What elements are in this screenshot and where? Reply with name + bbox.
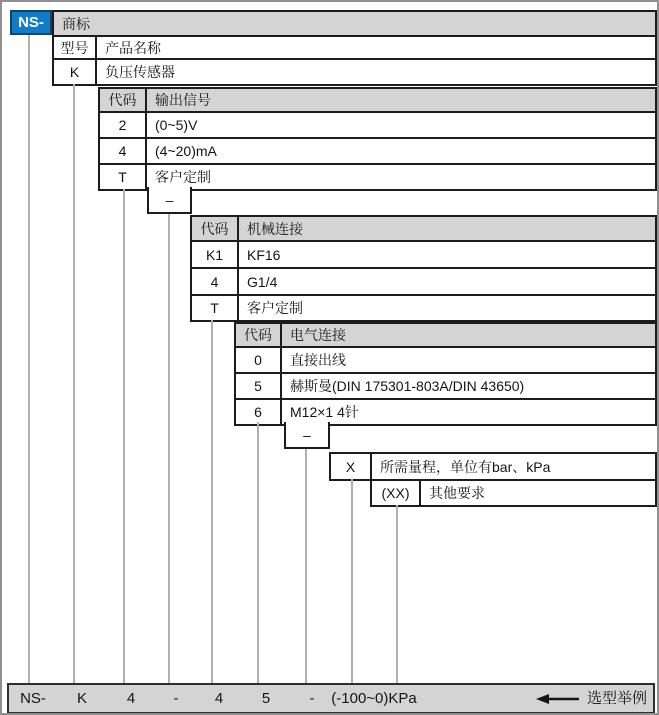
example-item: -: [309, 690, 315, 707]
mechanical-connection-table: [190, 215, 657, 322]
example-item: -: [173, 690, 179, 707]
table-title-cell: 机械连接: [238, 216, 656, 241]
code-header-cell: 代码: [191, 216, 238, 241]
code-cell: 2: [99, 112, 146, 138]
desc-cell: G1/4: [238, 268, 656, 295]
connector-line: [28, 35, 30, 683]
table-row: [330, 453, 656, 480]
connector-line: [211, 320, 213, 683]
code-cell: K1: [191, 241, 238, 268]
code-cell: 4: [191, 268, 238, 295]
dash-separator-cell: –: [147, 187, 192, 214]
desc-cell: 产品名称: [96, 36, 656, 59]
trademark-table: [52, 10, 657, 86]
connector-line: [305, 449, 307, 683]
example-label: 选型举例: [586, 690, 647, 707]
example-bar: [7, 683, 655, 714]
table-row: [235, 373, 656, 399]
desc-cell: (4~20)mA: [146, 138, 656, 164]
connector-line: [257, 422, 259, 683]
desc-cell: 客户定制: [238, 295, 656, 321]
dash-separator-cell: –: [284, 422, 330, 449]
desc-cell: 赫斯曼(DIN 175301-803A/DIN 43650): [281, 373, 656, 399]
code-cell: T: [191, 295, 238, 321]
table-row: [99, 138, 656, 164]
desc-cell: 所需量程，单位有bar、kPa: [371, 453, 656, 480]
table-row: [53, 59, 656, 85]
output-signal-table: [98, 87, 657, 191]
example-item: 4: [214, 690, 224, 707]
table-title-cell: 电气连接: [281, 323, 656, 347]
table-row: [191, 241, 656, 268]
code-cell: X: [330, 453, 371, 480]
desc-cell: M12×1 4针: [281, 399, 656, 425]
desc-cell: 直接出线: [281, 347, 656, 373]
code-cell: 型号: [53, 36, 96, 59]
other-requirements-table: [370, 479, 657, 507]
example-item: 4: [126, 690, 136, 707]
code-cell: 0: [235, 347, 281, 373]
table-row: [191, 268, 656, 295]
example-legend: [536, 685, 647, 712]
example-item: NS-: [20, 690, 46, 707]
example-item: (-100~0)KPa: [331, 690, 417, 707]
left-arrow-icon: [536, 693, 580, 705]
desc-cell: 其他要求: [420, 480, 656, 506]
table-title-cell: 输出信号: [146, 88, 656, 112]
connector-line: [123, 189, 125, 683]
code-header-cell: 代码: [99, 88, 146, 112]
connector-line: [168, 214, 170, 683]
brand-code-box: [10, 10, 52, 35]
example-item: 5: [261, 690, 271, 707]
connector-line: [73, 84, 75, 683]
desc-cell: KF16: [238, 241, 656, 268]
code-cell: 4: [99, 138, 146, 164]
table-row: [235, 347, 656, 373]
code-header-cell: 代码: [235, 323, 281, 347]
desc-cell: (0~5)V: [146, 112, 656, 138]
code-cell: T: [99, 164, 146, 190]
code-cell: (XX): [371, 480, 420, 506]
range-row-table: [329, 452, 657, 481]
example-item: K: [76, 690, 88, 707]
table-row: [191, 295, 656, 321]
trademark-header-cell: 商标: [53, 11, 656, 36]
code-cell: 5: [235, 373, 281, 399]
code-cell: 6: [235, 399, 281, 425]
brand-code-label: NS-: [18, 14, 44, 31]
table-row: [371, 480, 656, 506]
desc-cell: 负压传感器: [96, 59, 656, 85]
electrical-connection-table: [234, 322, 657, 426]
table-row: [99, 112, 656, 138]
table-row: [53, 36, 656, 59]
code-cell: K: [53, 59, 96, 85]
desc-cell: 客户定制: [146, 164, 656, 190]
connector-line: [351, 479, 353, 683]
connector-line: [396, 505, 398, 683]
